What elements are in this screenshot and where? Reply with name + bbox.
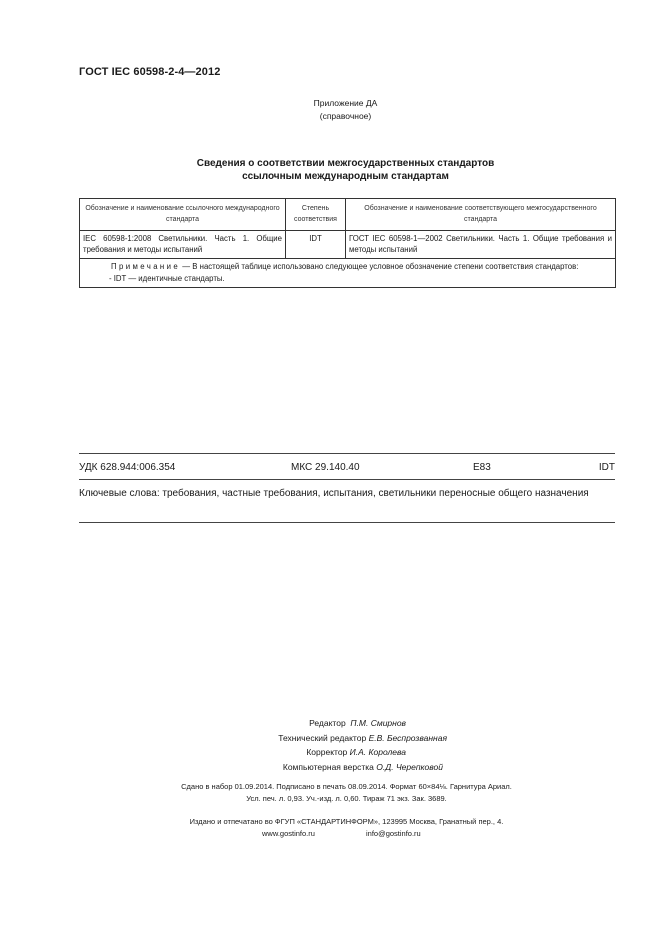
imprint-line1: Сдано в набор 01.09.2014. Подписано в печать 08.09.2014. Формат 60×84⅛. Гарнитура Ариал. bbox=[181, 782, 512, 791]
credit-tech-editor-name: Е.В. Беспрозванная bbox=[368, 732, 447, 743]
table-header-row bbox=[80, 199, 616, 231]
table-row bbox=[80, 231, 616, 259]
divider-middle bbox=[79, 479, 615, 480]
credit-tech-editor-label: Технический редактор bbox=[278, 732, 367, 743]
annex-title: Приложение ДА bbox=[313, 98, 378, 108]
header-interstate-standard: Обозначение и наименование соответствующего межгосударственного стандарта bbox=[346, 199, 616, 231]
note-text bbox=[83, 262, 612, 273]
cell-degree: IDT bbox=[286, 231, 346, 259]
note-label: Примечание bbox=[111, 262, 181, 271]
table-note-row bbox=[80, 259, 616, 288]
credit-proofreader bbox=[306, 745, 406, 760]
credit-proofreader-name: И.А. Королева bbox=[349, 747, 406, 757]
annex-heading bbox=[0, 157, 661, 183]
group-code: Е83 bbox=[473, 462, 491, 473]
annex-subtitle: (справочное) bbox=[319, 111, 372, 121]
annex-heading-line1: Сведения о соответствии межгосударственных стандартов bbox=[196, 158, 495, 169]
credit-layout-label: Компьютерная верстка bbox=[282, 761, 374, 772]
note-item: - IDT — идентичные стандарты. bbox=[109, 273, 225, 283]
divider-bottom bbox=[79, 522, 615, 523]
credit-editor-name: П.М. Смирнов bbox=[350, 718, 406, 728]
table-note bbox=[80, 259, 616, 288]
degree-code: IDT bbox=[598, 462, 615, 473]
cell-interstate-standard: ГОСТ IEC 60598-1—2002 Светильники. Часть 1. Общие требования и методы испытаний bbox=[346, 231, 616, 259]
publisher-line: Издано и отпечатано во ФГУП «СТАНДАРТИНФОРМ», 123995 Москва, Гранатный пер., 4. bbox=[189, 817, 504, 826]
classification-row bbox=[79, 462, 615, 476]
standard-code: ГОСТ IEC 60598-2-4—2012 bbox=[79, 66, 221, 78]
mks-code: МКС 29.140.40 bbox=[291, 462, 360, 473]
annex-heading-line2: ссылочным международным стандартам bbox=[242, 171, 449, 182]
imprint-line2: Усл. печ. л. 0,93. Уч.-изд. л. 0,60. Тираж 71 экз. Зак. 3689. bbox=[246, 794, 447, 803]
credit-editor-label: Редактор bbox=[309, 718, 346, 728]
credit-layout bbox=[283, 760, 443, 775]
divider-top bbox=[79, 453, 615, 454]
credit-editor bbox=[309, 716, 406, 731]
cell-international-standard: IEC 60598-1:2008 Светильники. Часть 1. Общие требования и методы испытаний bbox=[80, 231, 286, 259]
website-link[interactable]: www.gostinfo.ru bbox=[262, 829, 315, 838]
credit-proofreader-label: Корректор bbox=[306, 747, 348, 757]
note-body: — В настоящей таблице использовано следующее условное обозначение степени соответствия стандартов: bbox=[180, 262, 579, 271]
credit-tech-editor bbox=[278, 731, 447, 746]
email-link[interactable]: info@gostinfo.ru bbox=[366, 829, 421, 838]
udc-code: УДК 628.944:006.354 bbox=[79, 462, 176, 473]
credit-layout-name: О.Д. Черепковой bbox=[376, 761, 443, 772]
header-international-standard: Обозначение и наименование ссылочного международного стандарта bbox=[80, 199, 286, 231]
header-degree: Степень соответствия bbox=[286, 199, 346, 231]
correspondence-table bbox=[79, 198, 616, 288]
annex-caption bbox=[0, 97, 661, 123]
keywords: Ключевые слова: требования, частные требования, испытания, светильники переносные общего назначения bbox=[79, 488, 589, 499]
